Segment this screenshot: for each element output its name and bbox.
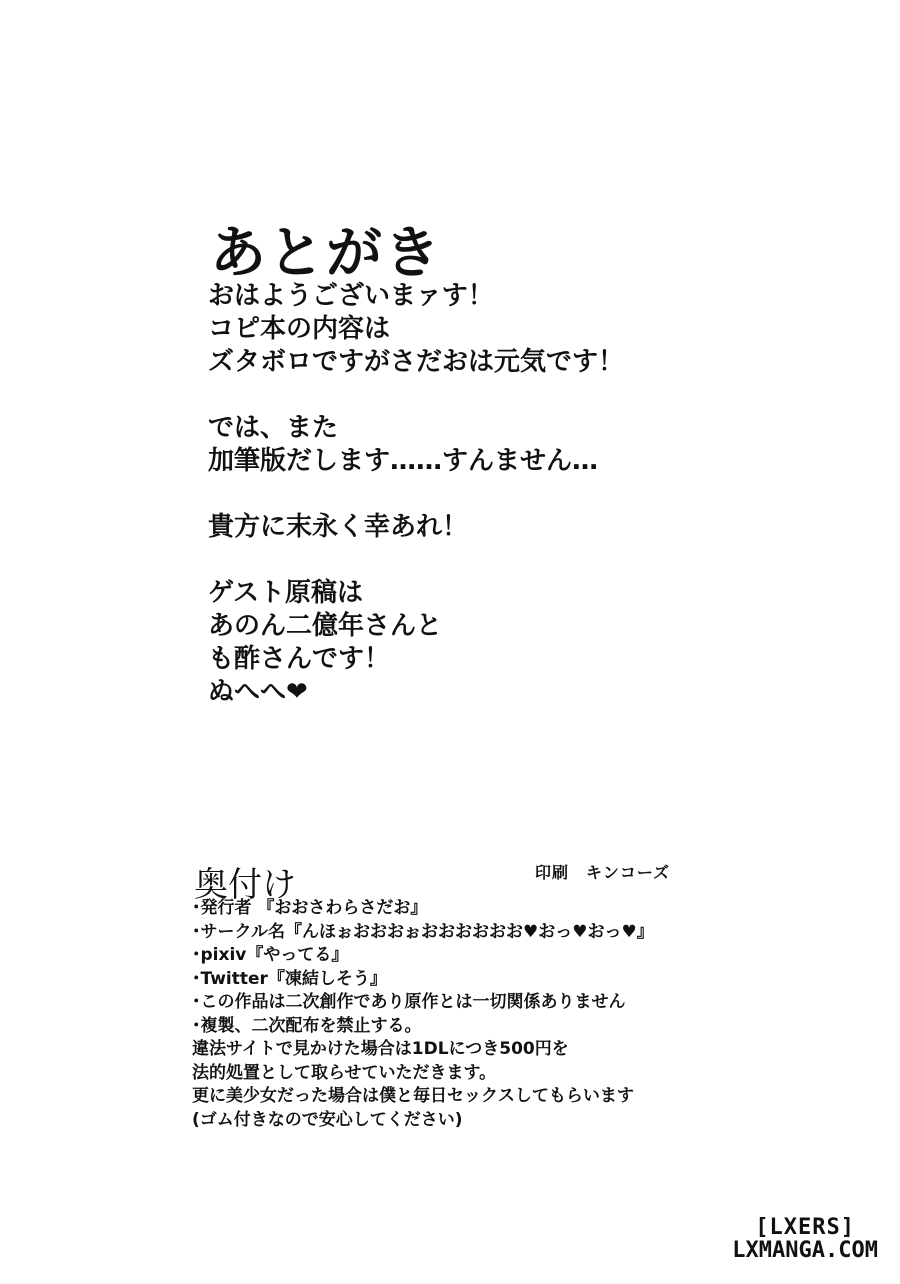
afterword-line: では、また xyxy=(208,413,339,443)
afterword-body xyxy=(208,280,728,742)
colophon-item: 法的処置として取らせていただきます。 xyxy=(192,1062,497,1083)
colophon-list xyxy=(192,897,752,1132)
watermark-top: [LXERS] xyxy=(755,1214,855,1240)
afterword-line: ぬへへ❤ xyxy=(208,677,308,707)
colophon-item: ･pixiv『やってる』 xyxy=(192,945,349,965)
afterword-line: あのん二億年さんと xyxy=(208,611,443,641)
colophon-item: 更に美少女だった場合は僕と毎日セックスしてもらいます xyxy=(192,1086,634,1106)
colophon-item: ･発行者 『おおさわらさだお』 xyxy=(192,898,428,918)
afterword-line: も酢さんです！ xyxy=(208,644,391,674)
afterword-paragraph-2 xyxy=(208,412,728,478)
watermark xyxy=(732,1216,878,1262)
colophon-title: 奥付け xyxy=(194,865,296,906)
afterword-paragraph-4 xyxy=(208,577,728,709)
afterword-line: おはようございまァす！ xyxy=(208,281,494,311)
afterword-line: ゲスト原稿は xyxy=(208,578,363,608)
afterword-paragraph-3 xyxy=(208,511,728,544)
colophon-item: ･複製、二次配布を禁止する。 xyxy=(192,1015,422,1036)
printer-credit: 印刷 キンコーズ xyxy=(535,863,671,882)
afterword-line: 加筆版だします……すんません… xyxy=(208,446,599,476)
colophon-item: 違法サイトで見かけた場合は1DLにつき500円を xyxy=(192,1039,569,1059)
afterword-line: 貴方に末永く幸あれ！ xyxy=(208,512,469,542)
afterword-title: あとがき xyxy=(210,220,442,286)
afterword-paragraph-1 xyxy=(208,280,728,379)
colophon-item: ･この作品は二次創作であり原作とは一切関係ありません xyxy=(192,992,626,1012)
colophon-item: ･サークル名『んほぉおおおぉおおおおおお♥おっ♥おっ♥』 xyxy=(192,921,654,942)
watermark-bottom: LXMANGA.COM xyxy=(732,1237,878,1263)
afterword-line: ズタボロですがさだおは元気です！ xyxy=(208,347,625,377)
afterword-line: コピ本の内容は xyxy=(208,314,391,344)
colophon-item: ･Twitter『凍結しそう』 xyxy=(192,968,387,989)
colophon-item: (ゴム付きなので安心してください) xyxy=(192,1109,463,1130)
